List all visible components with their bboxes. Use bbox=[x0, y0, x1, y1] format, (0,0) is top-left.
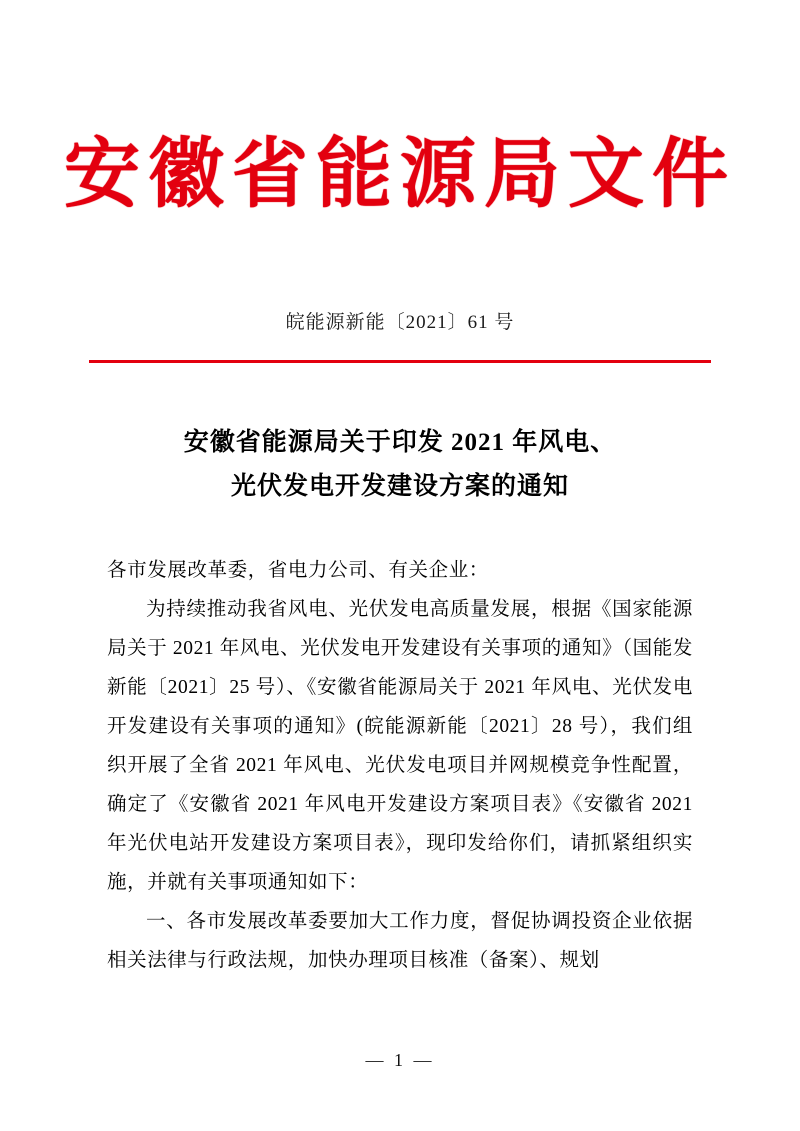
document-subject bbox=[107, 421, 693, 509]
subject-line-1: 安徽省能源局关于印发 2021 年风电、 bbox=[183, 429, 617, 456]
body-paragraph-2: 一、各市发展改革委要加大工作力度，督促协调投资企业依据相关法律与行政法规，加快办理项目核准（备案）、规划 bbox=[107, 910, 693, 971]
document-masthead-block bbox=[0, 0, 800, 223]
salutation: 各市发展改革委，省电力公司、有关企业： bbox=[107, 559, 489, 581]
body-paragraph-1: 为持续推动我省风电、光伏发电高质量发展，根据《国家能源局关于 2021 年风电、光伏发电开发建设有关事项的通知》（国能发新能〔2021〕25 号）、《安徽省能源局关于 2021 年风电、光伏发电开发建设有关事项的通知》(皖能源新能〔2021〕28 号），我们组织开展了全省 2021 年风电、光伏发电项目并网规模竞争性配置，确定了《安徽省 2021 年风电开发建设方案项目表》《安徽省 2021 年光伏电站开发建设方案项目表》，现印发给你们，请抓紧组织实施，并就有关事项通知如下： bbox=[107, 598, 693, 893]
document-number: 皖能源新能〔2021〕61 号 bbox=[285, 312, 515, 333]
red-divider-rule bbox=[89, 360, 711, 363]
masthead-title: 安徽省能源局文件 bbox=[64, 133, 736, 217]
subject-line-2: 光伏发电开发建设方案的通知 bbox=[230, 472, 569, 500]
document-body bbox=[107, 551, 693, 980]
page-number: — 1 — bbox=[365, 1050, 435, 1070]
